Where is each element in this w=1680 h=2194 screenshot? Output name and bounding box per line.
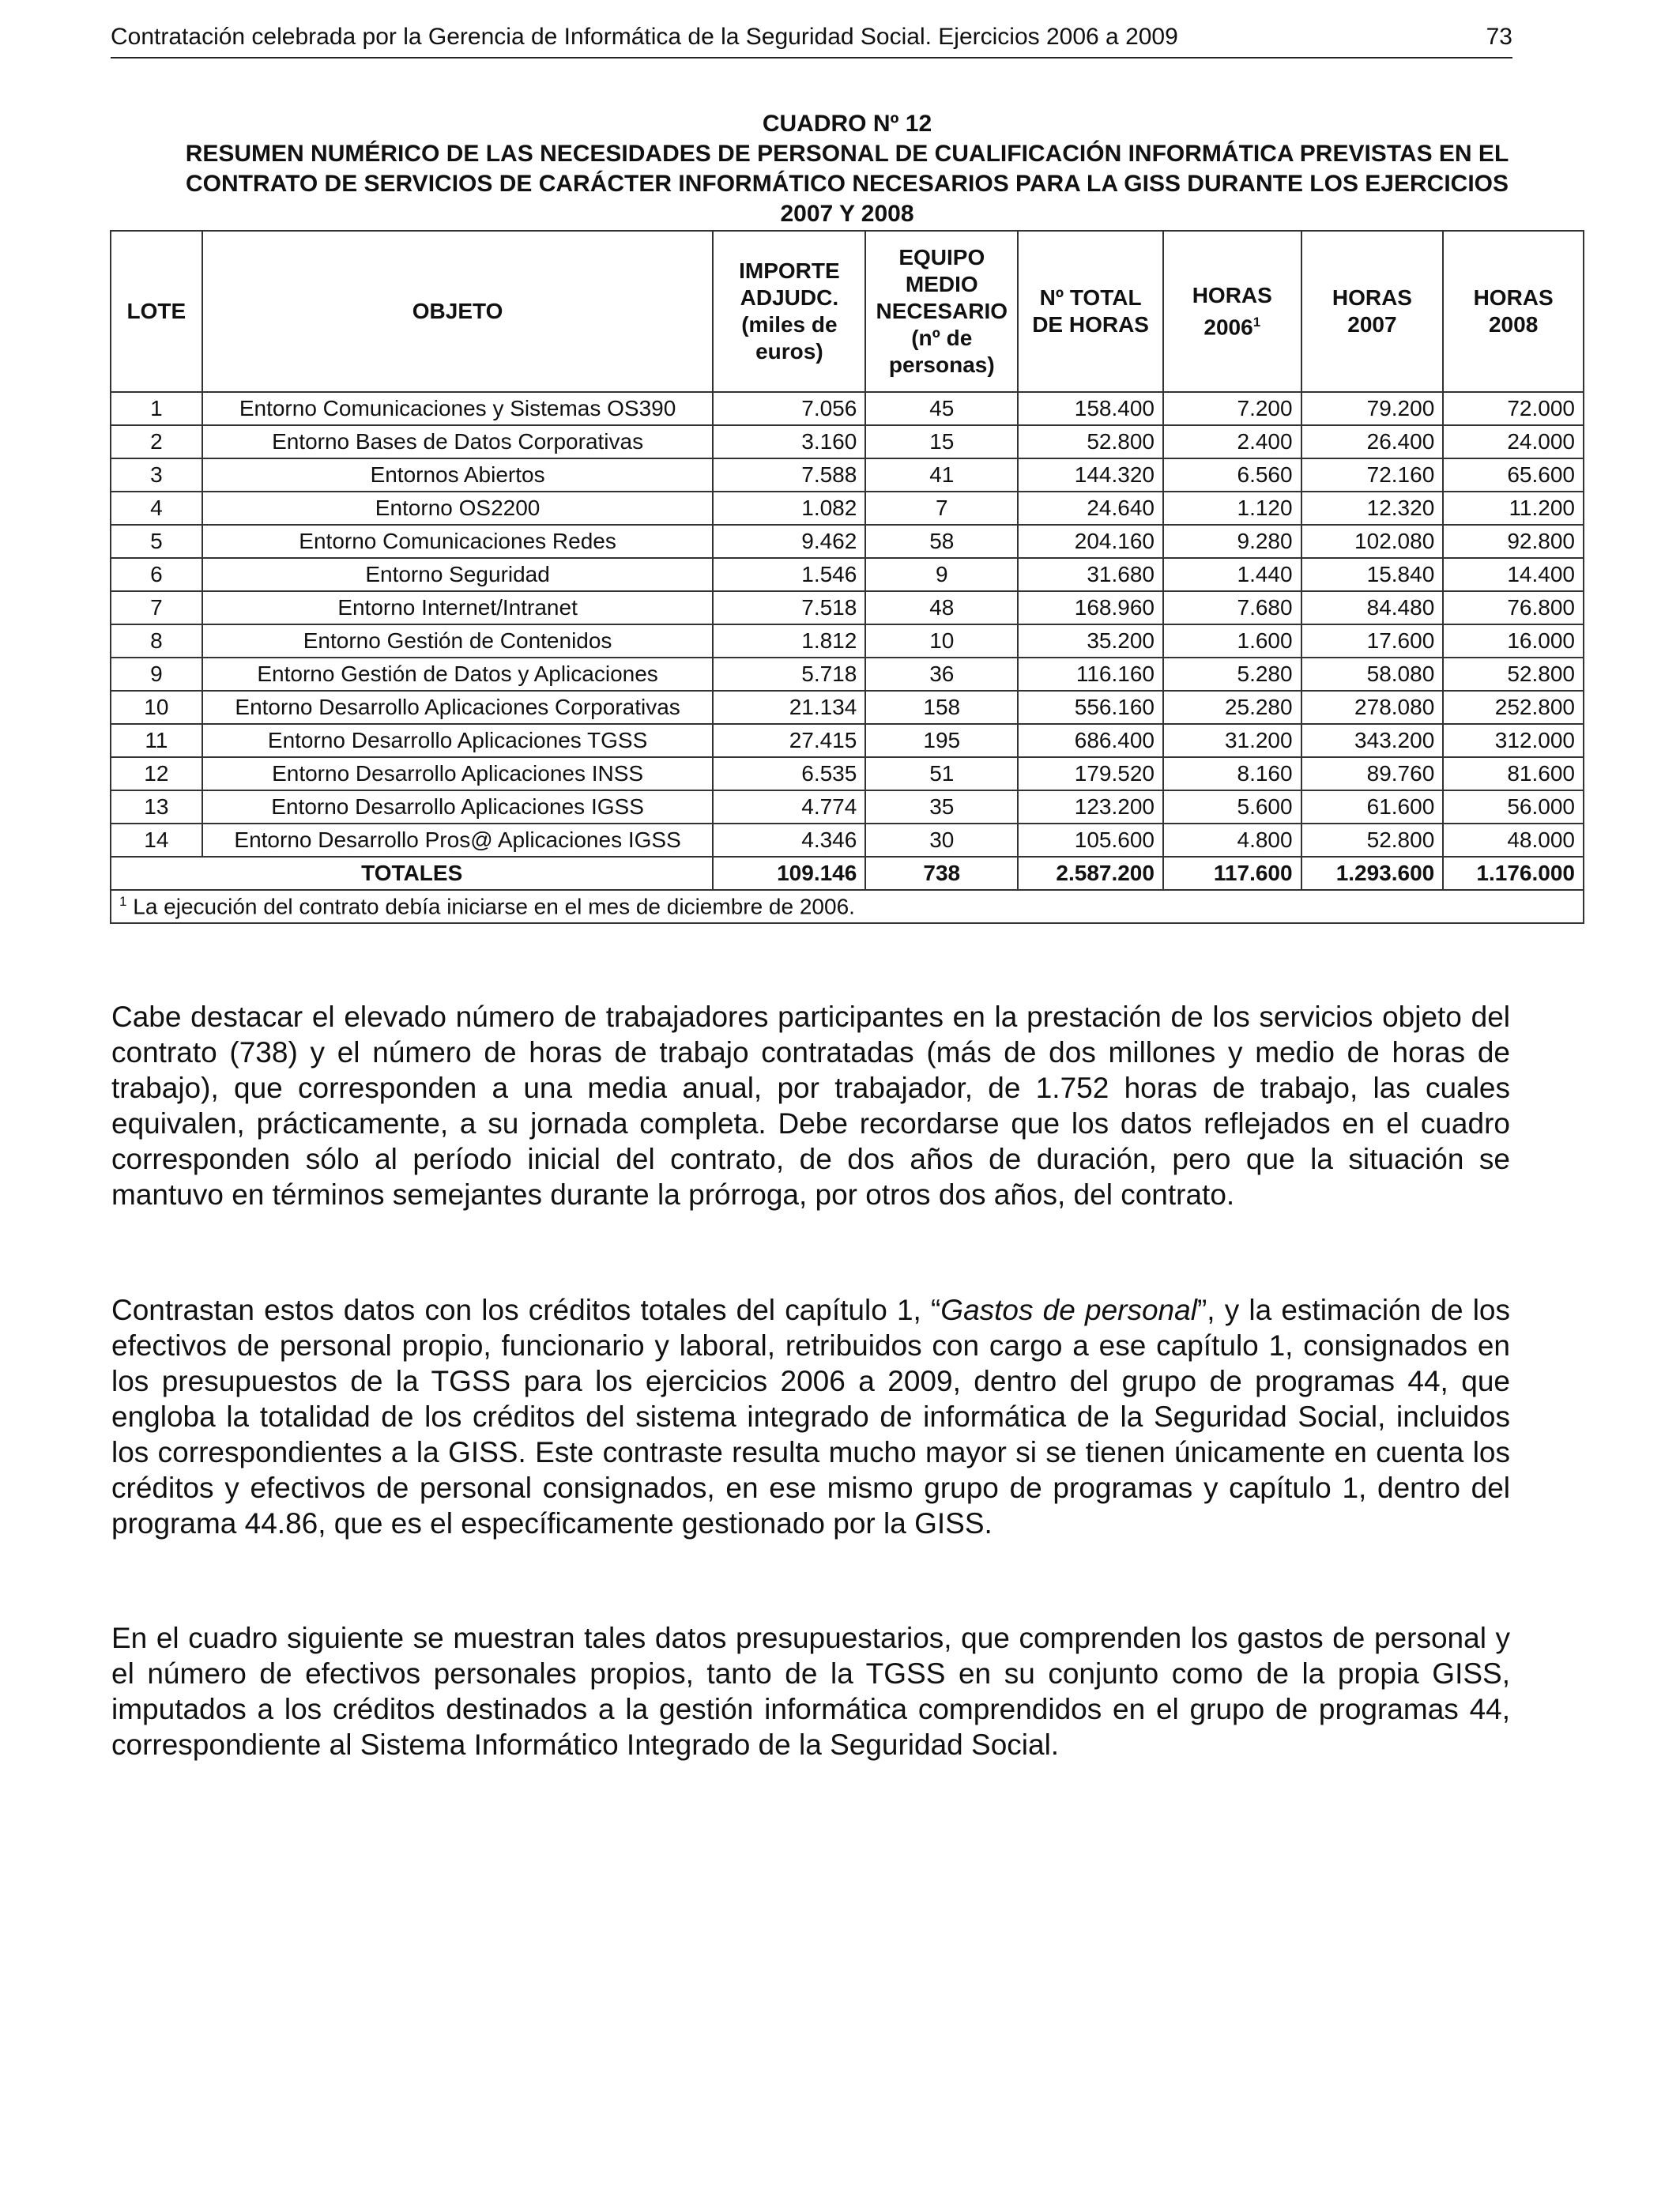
table-row [111,790,1584,824]
cell-h2007: 79.200 [1301,392,1444,425]
cell-equipo: 7 [865,492,1018,525]
table-header-row [111,231,1584,392]
cell-h2006: 2.400 [1163,425,1301,458]
cell-importe: 7.588 [713,458,865,492]
cell-h2008: 24.000 [1443,425,1584,458]
paragraph-1: Cabe destacar el elevado número de trabajadores participantes en la prestación de los servicios objeto del contrato (738) y el número de horas de trabajo contratadas (más de dos millones y medio de horas de trabajo), que corresponden a una media anual, por trabajador, de 1.752 horas de trabajo, las cuales equivalen, prácticamente, a su jornada completa. Debe recordarse que los datos reflejados en el cuadro corresponden sólo al período inicial del contrato, de dos años de duración, pero que la situación se mantuvo en términos semejantes durante la prórroga, por otros dos años, del contrato. [111,1001,1510,1211]
cell-total: 31.680 [1018,558,1163,591]
running-title: Contratación celebrada por la Gerencia de Informática de la Seguridad Social. Ejercicios 2006 a 2009 [111,24,1178,50]
cell-equipo: 36 [865,658,1018,691]
cell-equipo: 195 [865,724,1018,757]
footnote [111,890,1584,923]
col-importe: IMPORTE ADJUDC. (miles de euros) [713,231,865,392]
cell-h2006: 5.600 [1163,790,1301,824]
table-row [111,824,1584,857]
cell-objeto: Entorno Desarrollo Aplicaciones TGSS [202,724,714,757]
paragraph-2: Contrastan estos datos con los créditos totales del capítulo 1, “Gastos de personal”, y la estimación de los efectivos de personal propio, funcionario y laboral, retribuidos con cargo a ese capítulo 1, consignados en los presupuestos de la TGSS para los ejercicios 2006 a 2009, dentro del grupo de programas 44, que engloba la totalidad de los créditos del sistema integrado de informática de la Seguridad Social, incluidos los correspondientes a la GISS. Este contraste resulta mucho mayor si se tienen únicamente en cuenta los créditos y efectivos de personal consignados, en ese mismo grupo de programas y capítulo 1, dentro del programa 44.86, que es el específicamente gestionado por la GISS. [111,1294,1510,1540]
cell-total: 556.160 [1018,691,1163,724]
cell-h2006: 8.160 [1163,757,1301,790]
table-row [111,392,1584,425]
cell-objeto: Entorno OS2200 [202,492,714,525]
cell-equipo: 51 [865,757,1018,790]
table-row [111,691,1584,724]
cell-h2007: 15.840 [1301,558,1444,591]
cell-total: 686.400 [1018,724,1163,757]
footnote-ref: 1 [1252,314,1261,330]
cell-h2008: 14.400 [1443,558,1584,591]
cell-equipo: 48 [865,591,1018,624]
cell-h2006: 1.600 [1163,624,1301,658]
footnote-row [111,890,1584,923]
cell-lote: 9 [111,658,202,691]
cell-h2008: 11.200 [1443,492,1584,525]
cell-importe: 4.346 [713,824,865,857]
cell-h2007: 61.600 [1301,790,1444,824]
cell-lote: 6 [111,558,202,591]
totals-horas-2008: 1.176.000 [1443,857,1584,890]
cell-total: 24.640 [1018,492,1163,525]
cell-h2006: 4.800 [1163,824,1301,857]
cell-h2006: 9.280 [1163,525,1301,558]
col-horas-2006: HORAS 2006$^1$ [1163,231,1301,392]
cell-h2008: 252.800 [1443,691,1584,724]
cell-lote: 7 [111,591,202,624]
col-horas-2008: HORAS 2008 [1443,231,1584,392]
cell-objeto: Entornos Abiertos [202,458,714,492]
cell-total: 204.160 [1018,525,1163,558]
cell-h2006: 7.680 [1163,591,1301,624]
cell-total: 179.520 [1018,757,1163,790]
cell-h2008: 72.000 [1443,392,1584,425]
table-row [111,724,1584,757]
cell-lote: 12 [111,757,202,790]
cell-lote: 3 [111,458,202,492]
totals-horas-2007: 1.293.600 [1301,857,1444,890]
cell-lote: 5 [111,525,202,558]
table-row [111,492,1584,525]
cell-equipo: 9 [865,558,1018,591]
cell-h2007: 12.320 [1301,492,1444,525]
cell-importe: 1.812 [713,624,865,658]
table-row [111,458,1584,492]
cell-objeto: Entorno Bases de Datos Corporativas [202,425,714,458]
table-row [111,658,1584,691]
cell-equipo: 45 [865,392,1018,425]
cell-h2008: 92.800 [1443,525,1584,558]
cell-total: 123.200 [1018,790,1163,824]
cell-lote: 11 [111,724,202,757]
cell-total: 52.800 [1018,425,1163,458]
cell-h2007: 89.760 [1301,757,1444,790]
table-row [111,425,1584,458]
cell-importe: 21.134 [713,691,865,724]
cell-h2008: 48.000 [1443,824,1584,857]
cell-objeto: Entorno Comunicaciones y Sistemas OS390 [202,392,714,425]
cell-h2007: 102.080 [1301,525,1444,558]
table-row [111,525,1584,558]
cell-h2007: 17.600 [1301,624,1444,658]
cell-total: 168.960 [1018,591,1163,624]
cell-equipo: 158 [865,691,1018,724]
cell-h2008: 312.000 [1443,724,1584,757]
totals-horas-2006: 117.600 [1163,857,1301,890]
col-total-horas: Nº TOTAL DE HORAS [1018,231,1163,392]
table-title-line-3: 2007 Y 2008 [780,201,914,227]
cell-h2006: 1.120 [1163,492,1301,525]
cell-objeto: Entorno Internet/Intranet [202,591,714,624]
cell-objeto: Entorno Seguridad [202,558,714,591]
cell-equipo: 30 [865,824,1018,857]
cell-equipo: 35 [865,790,1018,824]
page-number: 73 [1486,24,1512,50]
cell-objeto: Entorno Desarrollo Aplicaciones Corporativas [202,691,714,724]
cell-h2007: 84.480 [1301,591,1444,624]
cell-objeto: Entorno Desarrollo Aplicaciones IGSS [202,790,714,824]
cell-equipo: 41 [865,458,1018,492]
cell-importe: 9.462 [713,525,865,558]
table-row [111,591,1584,624]
cell-h2006: 1.440 [1163,558,1301,591]
col-equipo: EQUIPO MEDIO NECESARIO (nº de personas) [865,231,1018,392]
cell-importe: 6.535 [713,757,865,790]
col-lote: LOTE [111,231,202,392]
cell-h2006: 5.280 [1163,658,1301,691]
cell-importe: 1.546 [713,558,865,591]
cell-lote: 1 [111,392,202,425]
cell-lote: 13 [111,790,202,824]
cell-objeto: Entorno Gestión de Datos y Aplicaciones [202,658,714,691]
cell-objeto: Entorno Gestión de Contenidos [202,624,714,658]
cell-h2006: 6.560 [1163,458,1301,492]
cell-equipo: 10 [865,624,1018,658]
cell-lote: 14 [111,824,202,857]
table-row [111,558,1584,591]
cell-h2007: 52.800 [1301,824,1444,857]
cell-importe: 27.415 [713,724,865,757]
cell-lote: 8 [111,624,202,658]
totals-label: TOTALES [111,857,713,890]
table-title-line-2: CONTRATO DE SERVICIOS DE CARÁCTER INFORMÁTICO NECESARIOS PARA LA GISS DURANTE LOS EJERCICIOS [185,171,1509,197]
cell-h2008: 81.600 [1443,757,1584,790]
cell-lote: 2 [111,425,202,458]
cell-h2007: 58.080 [1301,658,1444,691]
col-objeto: OBJETO [202,231,714,392]
cell-h2006: 7.200 [1163,392,1301,425]
cell-importe: 3.160 [713,425,865,458]
cell-importe: 7.056 [713,392,865,425]
cell-h2008: 52.800 [1443,658,1584,691]
footnote-mark: 1 [119,893,127,909]
footnote-text: La ejecución del contrato debía iniciarse en el mes de diciembre de 2006. [133,894,855,919]
cell-lote: 10 [111,691,202,724]
table-title-line-1: RESUMEN NUMÉRICO DE LAS NECESIDADES DE PERSONAL DE CUALIFICACIÓN INFORMÁTICA PREVISTAS EN EL [185,141,1509,167]
cell-total: 35.200 [1018,624,1163,658]
cell-importe: 5.718 [713,658,865,691]
cell-importe: 1.082 [713,492,865,525]
paragraph-3: En el cuadro siguiente se muestran tales datos presupuestarios, que comprenden los gastos de personal y el número de efectivos personales propios, tanto de la TGSS en su conjunto como de la propia GISS, imputados a los créditos destinados a la gestión informática comprendidos en el grupo de programas 44, correspondiente al Sistema Informático Integrado de la Seguridad Social. [111,1622,1510,1761]
personnel-table [110,230,1584,924]
cell-h2008: 76.800 [1443,591,1584,624]
cell-h2008: 65.600 [1443,458,1584,492]
totals-importe: 109.146 [713,857,865,890]
cell-importe: 4.774 [713,790,865,824]
cell-h2008: 56.000 [1443,790,1584,824]
cell-objeto: Entorno Comunicaciones Redes [202,525,714,558]
cell-objeto: Entorno Desarrollo Aplicaciones INSS [202,757,714,790]
cell-lote: 4 [111,492,202,525]
cell-h2007: 72.160 [1301,458,1444,492]
cell-total: 144.320 [1018,458,1163,492]
totals-total-horas: 2.587.200 [1018,857,1163,890]
cell-equipo: 58 [865,525,1018,558]
cell-h2007: 343.200 [1301,724,1444,757]
cell-h2007: 278.080 [1301,691,1444,724]
cell-h2008: 16.000 [1443,624,1584,658]
italic-term: Gastos de personal [940,1294,1197,1326]
col-horas-2007: HORAS 2007 [1301,231,1444,392]
cell-equipo: 15 [865,425,1018,458]
cell-h2006: 31.200 [1163,724,1301,757]
cell-importe: 7.518 [713,591,865,624]
table-row [111,624,1584,658]
table-row [111,757,1584,790]
totals-equipo: 738 [865,857,1018,890]
cell-objeto: Entorno Desarrollo Pros@ Aplicaciones IGSS [202,824,714,857]
page-header [111,22,1512,58]
totals-row [111,857,1584,890]
table-number: CUADRO Nº 12 [762,111,932,137]
cell-h2006: 25.280 [1163,691,1301,724]
cell-h2007: 26.400 [1301,425,1444,458]
cell-total: 116.160 [1018,658,1163,691]
cell-total: 158.400 [1018,392,1163,425]
cell-total: 105.600 [1018,824,1163,857]
